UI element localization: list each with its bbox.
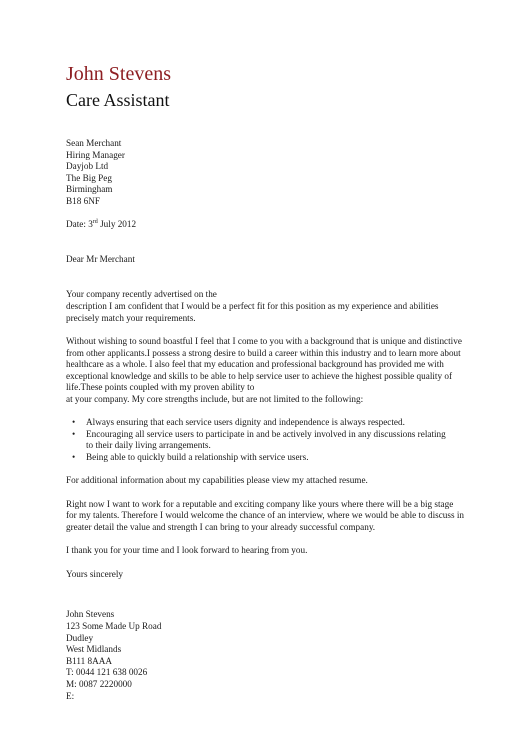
paragraph-line: at your company. My core strengths include, but are not limited to the following: [66, 393, 364, 404]
paragraph-line: for my talents. Therefore I would welcome the chance of an interview, where we would be able to discuss in [66, 510, 464, 521]
sender-name: John Stevens [66, 609, 115, 620]
paragraph-line: Right now I want to work for a reputable and exciting company like yours where there will be a big stage [66, 498, 454, 509]
paragraph-intro [66, 289, 466, 324]
paragraph-line: life.These points coupled with my proven ability to [66, 382, 255, 393]
sender-county: West Midlands [66, 644, 122, 655]
paragraph-line: from other applicants.I possess a strong desire to build a career within this industry and to learn more about [66, 347, 461, 358]
list-item: • Being able to quickly build a relationship with service users. [86, 452, 466, 464]
salutation: Dear Mr Merchant [66, 254, 135, 265]
list-item: • Always ensuring that each service users dignity and independence is always respected. [86, 417, 466, 429]
recipient-address [66, 138, 466, 208]
paragraph-line: Without wishing to sound boastful I feel that I come to you with a background that is unique and distinctive [66, 335, 462, 346]
letter-body [66, 138, 466, 702]
paragraph-line: exceptional knowledge and skills to be able to help service user to achieve the highest possible quality of [66, 370, 453, 381]
recipient-city: Birmingham [66, 184, 113, 195]
sender-mobile: M: 0087 2220000 [66, 678, 132, 689]
paragraph-interview [66, 499, 466, 534]
recipient-address-line: The Big Peg [66, 172, 112, 183]
sender-address [66, 609, 466, 702]
sender-town: Dudley [66, 632, 94, 643]
recipient-company: Dayjob Ltd [66, 161, 109, 172]
paragraph-background [66, 336, 466, 406]
paragraph-thanks: I thank you for your time and I look forward to hearing from you. [66, 545, 308, 556]
strengths-list [66, 417, 466, 463]
recipient-position: Hiring Manager [66, 149, 125, 160]
paragraph-line: description I am confident that I would be a perfect fit for this position as my experience and abilities [66, 300, 439, 311]
sender-email: E: [66, 690, 75, 701]
paragraph-line: precisely match your requirements. [66, 312, 196, 323]
sender-phone: T: 0044 121 638 0026 [66, 667, 148, 678]
closing: Yours sincerely [66, 568, 123, 579]
list-item: • Encouraging all service users to participate in and be actively involved in any discussions relating to their daily living arrangements. [86, 429, 466, 452]
letter-date: Date: 3rd July 2012 [66, 219, 137, 230]
job-title-heading: Care Assistant [66, 90, 170, 110]
recipient-name: Sean Merchant [66, 138, 122, 148]
paragraph-resume: For additional information about my capabilities please view my attached resume. [66, 475, 368, 486]
paragraph-line: greater detail the value and strength I can bring to your already successful company. [66, 522, 376, 533]
recipient-postcode: B18 6NF [66, 195, 100, 206]
sender-postcode: B111 8AAA [66, 655, 113, 666]
paragraph-line: Your company recently advertised on the [66, 289, 217, 300]
sender-name-heading: John Stevens [66, 63, 171, 85]
sender-address-line: 123 Some Made Up Road [66, 620, 162, 631]
paragraph-line: healthcare as a whole. I also feel that my education and professional background has provided me with [66, 359, 444, 370]
